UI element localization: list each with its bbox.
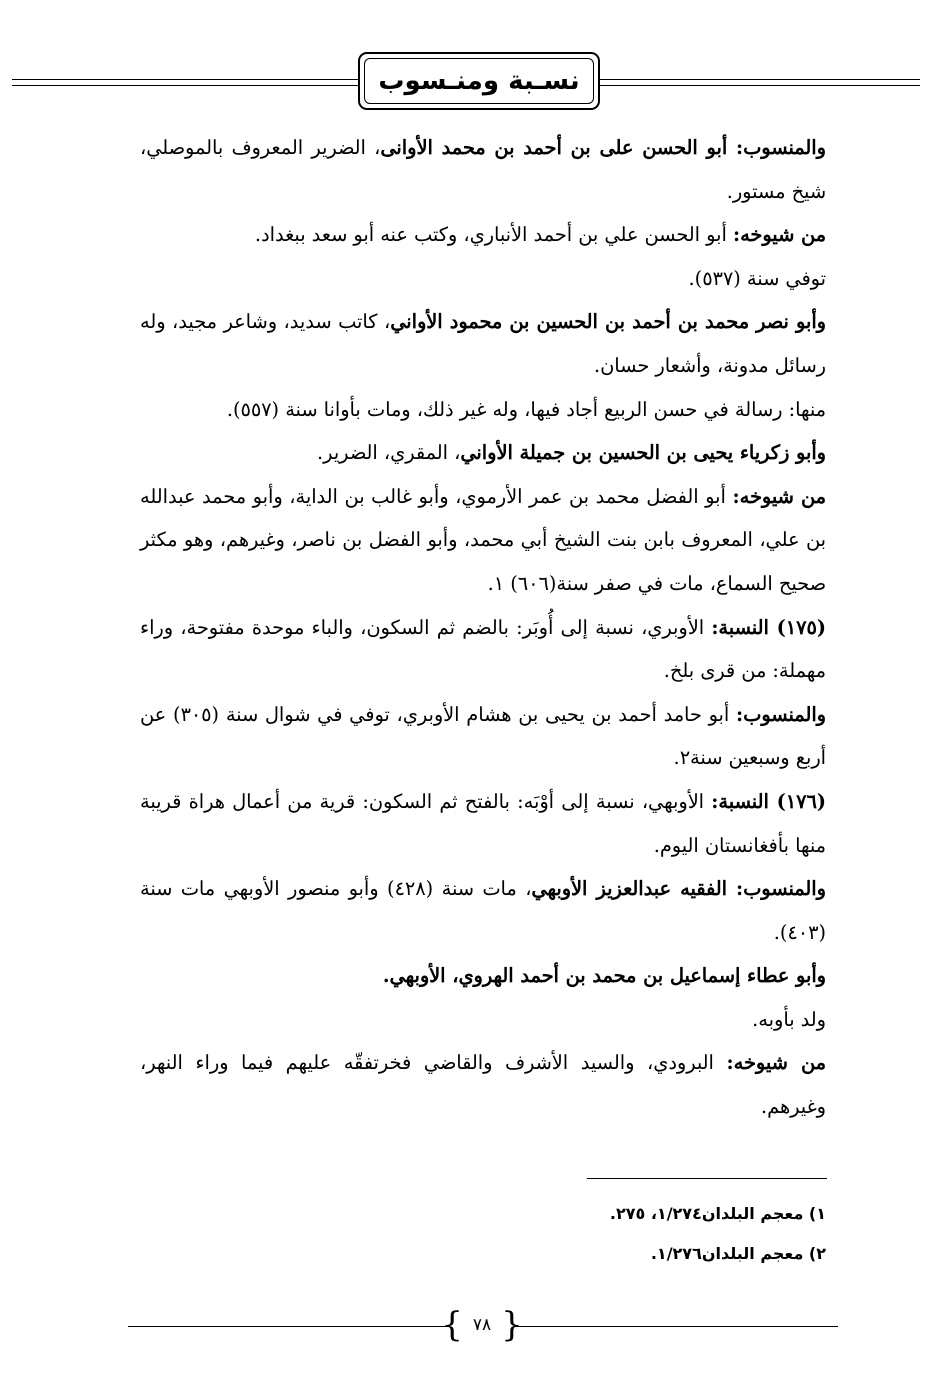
header-rule-left-top — [12, 79, 358, 80]
body-paragraph — [140, 867, 826, 954]
text-segment: ، كاتب سديد، وشاعر مجيد، وله رسائل مدونة، وأشعار حسان. — [140, 310, 826, 377]
bold-segment: وأبو زكرياء يحيى بن الحسين بن جميلة الأواني — [460, 441, 826, 465]
body-paragraph — [140, 431, 826, 475]
body-paragraph — [140, 213, 826, 257]
footnote-1: ١) معجم البلدان١/٢٧٤، ٢٧٥. — [609, 1204, 826, 1223]
bold-segment: من شيوخه: — [732, 484, 826, 508]
left-brace-icon: { — [441, 1305, 463, 1345]
header-title: نسـبة ومنـسوب — [364, 58, 594, 104]
bold-segment: (١٧٥) النسبة: — [711, 615, 826, 639]
text-segment: ، المقري، الضرير. — [317, 441, 461, 465]
right-brace-icon: } — [501, 1305, 523, 1345]
footnote-2: ٢) معجم البلدان١/٢٧٦. — [650, 1244, 826, 1263]
header-title-frame — [358, 52, 600, 110]
bold-segment: وأبو نصر محمد بن أحمد بن الحسين بن محمود الأواني — [390, 310, 826, 334]
bold-segment: والمنسوب: الفقيه عبدالعزيز الأوبهي — [531, 877, 826, 901]
page-number-rule-left — [128, 1326, 448, 1327]
text-segment: أبو الفضل محمد بن عمر الأرموي، وأبو غالب بن الداية، وأبو محمد عبدالله بن علي، المعروف بابن بنت الشيخ أبي محمد، وأبو الفضل بن ناصر، وغيرهم، وهو مكثر صحيح السماع، مات في صفر سنة(٦٠٦) ١. — [140, 484, 826, 595]
bold-segment: والمنسوب: — [736, 702, 826, 726]
bold-segment: من شيوخه: — [732, 223, 826, 247]
body-paragraph — [140, 126, 826, 213]
text-segment: منها: رسالة في حسن الربيع أجاد فيها، وله غير ذلك، ومات بأوانا سنة (٥٥٧). — [226, 397, 826, 421]
body-text — [140, 126, 826, 1129]
bold-segment: والمنسوب: أبو الحسن على بن أحمد بن محمد الأوانى — [380, 136, 826, 159]
text-segment: ولد بأوبه. — [752, 1007, 826, 1031]
body-paragraph — [140, 388, 826, 432]
header-rule-left-bottom — [12, 85, 358, 86]
body-paragraph — [140, 693, 826, 780]
text-segment: توفي سنة (٥٣٧). — [688, 266, 826, 290]
body-paragraph — [140, 300, 826, 387]
body-paragraph — [140, 606, 826, 693]
header-rule-right-top — [600, 79, 920, 80]
header-rule-right-bottom — [600, 85, 920, 86]
text-segment: ، مات سنة (٤٢٨) وأبو منصور الأوبهي مات سنة (٤٠٣). — [140, 877, 826, 944]
body-paragraph — [140, 954, 826, 998]
text-segment: البرودي، والسيد الأشرف والقاضي فخرتفقّه عليهم فيما وراء النهر، وغيرهم. — [140, 1051, 826, 1119]
bold-segment: (١٧٦) النسبة: — [711, 789, 826, 813]
body-paragraph — [140, 780, 826, 867]
text-segment: أبو الحسن علي بن أحمد الأنباري، وكتب عنه أبو سعد ببغداد. — [254, 223, 733, 247]
page-number-rule-right — [516, 1326, 838, 1327]
page-number: ٧٨ — [472, 1315, 492, 1335]
footnotes — [400, 1194, 826, 1274]
text-segment: الأوبهي، نسبة إلى أوْبَه: بالفتح ثم السكون: قرية من أعمال هراة قريبة منها بأفغانستان اليوم. — [140, 789, 826, 857]
footnote-separator — [587, 1178, 827, 1179]
bold-segment: من شيوخه: — [726, 1051, 826, 1075]
body-paragraph — [140, 475, 826, 606]
page-number-frame — [441, 1305, 523, 1345]
body-paragraph — [140, 998, 826, 1042]
text-segment: أبو حامد أحمد بن يحيى بن هشام الأوبري، توفي في شوال سنة (٣٠٥) عن أربع وسبعين سنة٢. — [140, 702, 826, 770]
body-paragraph — [140, 257, 826, 301]
text-segment: ، الضرير المعروف بالموصلي، شيخ مستور. — [140, 136, 826, 203]
body-paragraph — [140, 1041, 826, 1128]
bold-segment: وأبو عطاء إسماعيل بن محمد بن أحمد الهروي، الأوبهي. — [382, 964, 826, 988]
text-segment: الأوبري، نسبة إلى أُوبَر: بالضم ثم السكون، والباء موحدة مفتوحة، وراء مهملة: من قرى بلخ. — [140, 615, 826, 683]
